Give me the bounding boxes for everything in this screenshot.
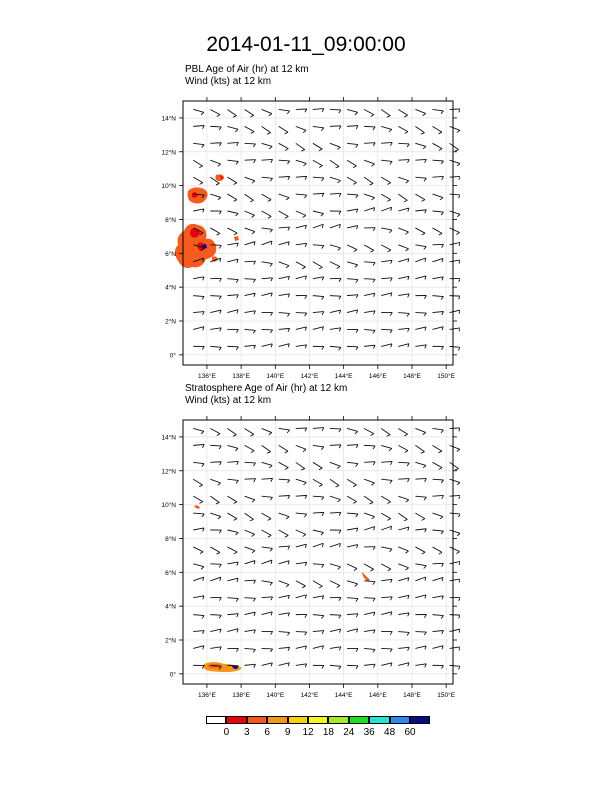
colorbar-label: 12 bbox=[302, 727, 314, 738]
lat-tick-label: 2°N bbox=[165, 318, 176, 326]
colorbar-label: 36 bbox=[363, 727, 375, 738]
lat-tick-label: 12°N bbox=[161, 468, 176, 476]
lat-tick-label: 6°N bbox=[165, 250, 176, 258]
panel-1-title-line1: PBL Age of Air (hr) at 12 km bbox=[185, 64, 309, 75]
colorbar-label: 18 bbox=[322, 727, 334, 738]
lon-tick-label: 142°E bbox=[300, 373, 319, 380]
lat-tick-label: 14°N bbox=[161, 434, 176, 442]
pbl-age-of-air-map bbox=[140, 95, 460, 385]
colorbar-swatch bbox=[226, 716, 246, 724]
colorbar-label: 6 bbox=[264, 727, 270, 738]
panel-1-title bbox=[185, 64, 309, 88]
lon-tick-label: 136°E bbox=[198, 373, 216, 380]
colorbar-swatch bbox=[349, 716, 369, 724]
lat-tick-label: 2°N bbox=[165, 637, 176, 645]
panel-2-title-line1: Stratosphere Age of Air (hr) at 12 km bbox=[185, 383, 348, 394]
lon-tick-label: 142°E bbox=[300, 692, 319, 699]
lat-tick-label: 4°N bbox=[165, 603, 176, 611]
colorbar-swatch bbox=[328, 716, 348, 724]
colorbar-label: 0 bbox=[223, 727, 230, 738]
colorbar-label: 60 bbox=[404, 727, 416, 738]
lon-tick-label: 148°E bbox=[403, 692, 421, 699]
colorbar bbox=[206, 716, 430, 726]
lon-tick-label: 144°E bbox=[334, 373, 353, 380]
lat-tick-label: 8°N bbox=[165, 535, 176, 543]
lat-tick-label: 6°N bbox=[165, 569, 176, 577]
colorbar-swatch bbox=[410, 716, 430, 724]
lat-tick-label: 14°N bbox=[161, 115, 176, 123]
lon-tick-label: 140°E bbox=[266, 373, 285, 380]
stratosphere-age-of-air-map bbox=[140, 414, 460, 704]
colorbar-label: 24 bbox=[343, 727, 355, 738]
colorbar-label: 9 bbox=[284, 727, 291, 738]
lon-tick-label: 138°E bbox=[232, 692, 250, 699]
panel-2-title-line2: Wind (kts) at 12 km bbox=[185, 395, 272, 406]
lon-tick-label: 138°E bbox=[232, 373, 250, 380]
lon-tick-label: 150°E bbox=[437, 692, 456, 699]
lat-tick-label: 10°N bbox=[161, 183, 176, 191]
colorbar-swatch bbox=[308, 716, 328, 724]
colorbar-swatch bbox=[288, 716, 308, 724]
colorbar-label: 3 bbox=[244, 727, 250, 738]
lon-tick-label: 146°E bbox=[368, 373, 387, 380]
colorbar-swatch bbox=[267, 716, 287, 724]
plot-title: 2014-01-11_09:00:00 bbox=[206, 33, 406, 56]
lon-tick-label: 136°E bbox=[198, 692, 216, 699]
colorbar-swatch bbox=[369, 716, 389, 724]
lon-tick-label: 140°E bbox=[266, 692, 285, 699]
lon-tick-label: 144°E bbox=[334, 692, 353, 699]
colorbar-swatch bbox=[390, 716, 410, 724]
colorbar-swatch bbox=[247, 716, 267, 724]
lon-tick-label: 148°E bbox=[403, 373, 421, 380]
colorbar-swatch bbox=[206, 716, 226, 724]
lat-tick-label: 8°N bbox=[165, 216, 176, 224]
lon-tick-label: 146°E bbox=[368, 692, 387, 699]
lon-tick-label: 150°E bbox=[437, 373, 456, 380]
colorbar-label: 48 bbox=[384, 727, 396, 738]
lat-tick-label: 0° bbox=[169, 671, 176, 679]
lat-tick-label: 12°N bbox=[161, 149, 176, 157]
panel-1-title-line2: Wind (kts) at 12 km bbox=[185, 76, 272, 87]
lat-tick-label: 0° bbox=[169, 352, 176, 360]
panel-2-title bbox=[185, 383, 347, 407]
lat-tick-label: 10°N bbox=[161, 502, 176, 510]
lat-tick-label: 4°N bbox=[165, 284, 176, 292]
